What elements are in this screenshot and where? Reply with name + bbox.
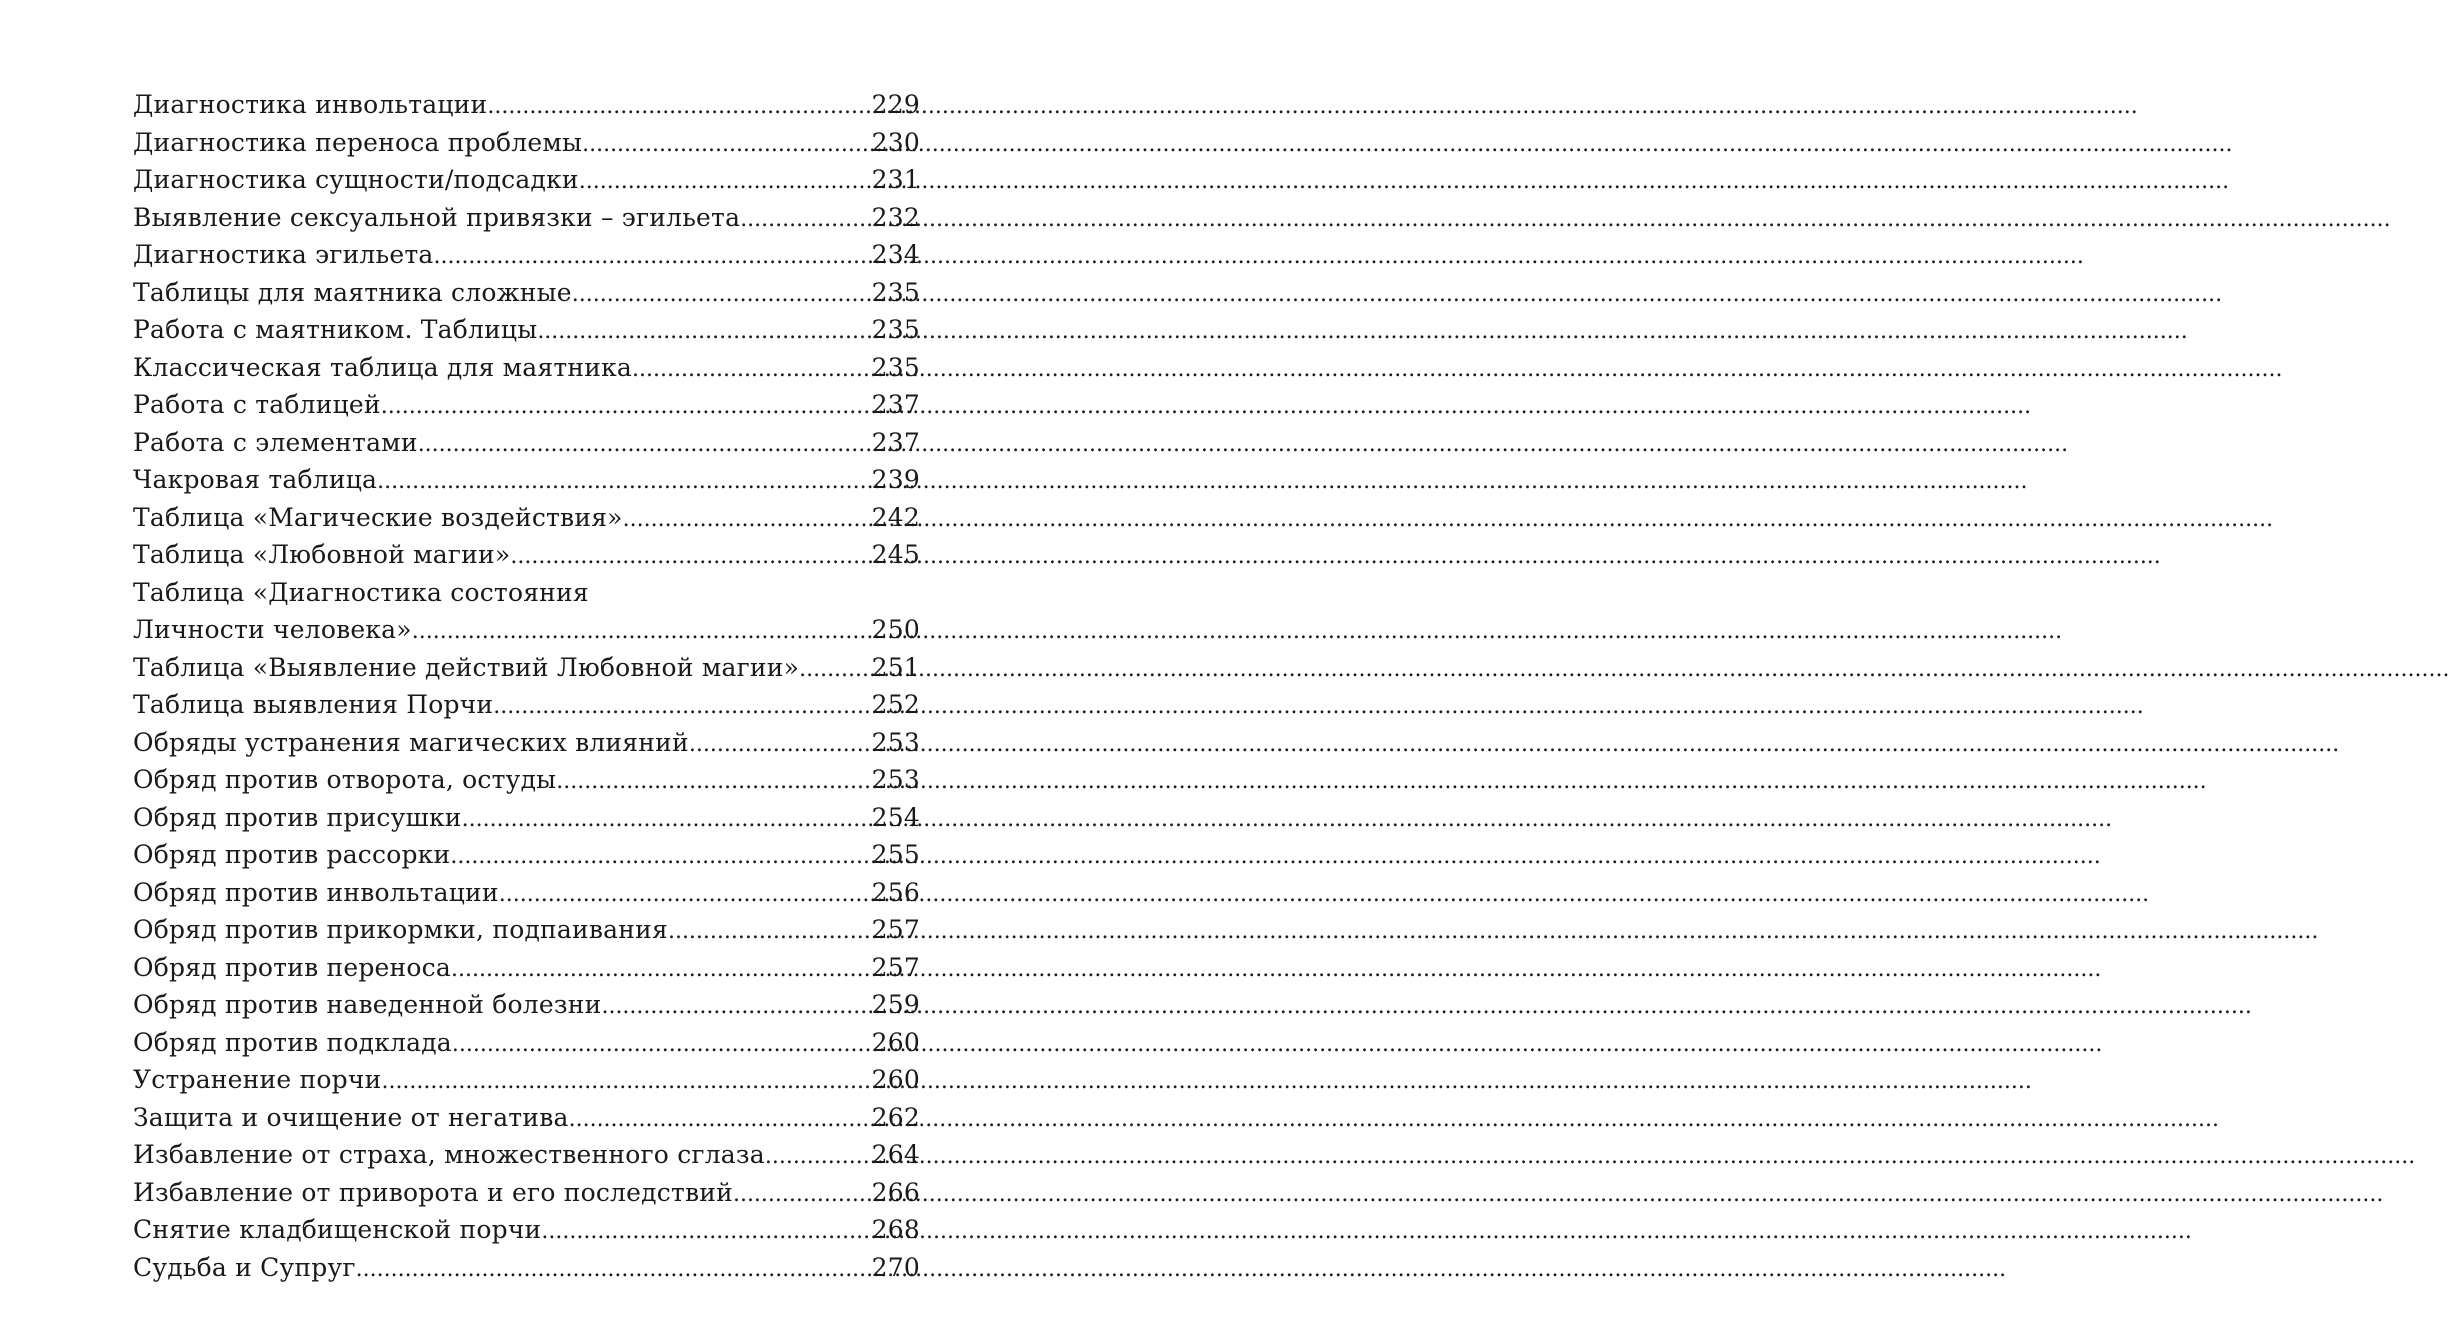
toc-page-number: 260 xyxy=(871,1027,920,1057)
toc-page-number: 253 xyxy=(871,727,920,757)
toc-entry[interactable] xyxy=(133,161,920,199)
toc-entry[interactable] xyxy=(133,761,920,799)
toc-page-number: 254 xyxy=(871,802,920,832)
toc-dot-leader xyxy=(452,1026,871,1064)
toc-entry[interactable] xyxy=(133,874,920,912)
toc-entry-title: Таблица выявления Порчи xyxy=(133,690,494,719)
toc-dot-leader xyxy=(418,426,871,464)
toc-entry[interactable] xyxy=(133,949,920,987)
toc-page-number: 230 xyxy=(871,127,920,157)
toc-entry[interactable] xyxy=(133,986,920,1024)
toc-entry-title: Избавление от приворота и его последствий xyxy=(133,1177,733,1207)
toc-dot-leader xyxy=(579,163,871,201)
toc-entry[interactable] xyxy=(133,1061,920,1099)
toc-page-number: 237 xyxy=(871,427,920,457)
toc-entry-title: Защита и очищение от негатива xyxy=(133,1102,569,1132)
toc-entry-title: Снятие кладбищенской порчи xyxy=(133,1215,542,1244)
toc-entry[interactable] xyxy=(133,1136,920,1174)
toc-dot-leader xyxy=(668,913,871,951)
toc-entry-title: Классическая таблица для маятника xyxy=(133,352,633,382)
toc-entry[interactable] xyxy=(133,86,920,124)
toc-page-number: 262 xyxy=(871,1102,920,1132)
toc-entry-title: Обряд против рассорки xyxy=(133,840,451,869)
toc-dot-leader xyxy=(601,988,870,1026)
toc-entry[interactable] xyxy=(133,911,920,949)
toc-entry-title: Работа с элементами xyxy=(133,427,418,457)
toc-entry-first-line[interactable] xyxy=(133,574,920,612)
toc-entry[interactable] xyxy=(133,236,920,274)
toc-entry-title: Обряд против отворота, остуды xyxy=(133,765,557,794)
toc-page-number: 268 xyxy=(871,1215,920,1244)
toc-entry-title: Обряд против инвольтации xyxy=(133,877,499,907)
toc-dot-leader xyxy=(493,688,870,726)
toc-dot-leader xyxy=(632,351,871,389)
toc-dot-leader xyxy=(412,613,871,651)
toc-dot-leader xyxy=(799,651,871,689)
toc-page-number: 264 xyxy=(871,1140,920,1169)
toc-page-number: 270 xyxy=(871,1252,920,1282)
toc-entry[interactable] xyxy=(133,386,920,424)
toc-entry[interactable] xyxy=(133,536,920,574)
toc-entry[interactable] xyxy=(133,424,920,462)
toc-page-number: 255 xyxy=(871,840,920,869)
toc-entry-title: Обряд против переноса xyxy=(133,952,451,982)
toc-entry[interactable] xyxy=(133,1249,920,1287)
toc-entry-title: Работа с маятником. Таблицы xyxy=(133,315,538,344)
toc-dot-leader xyxy=(569,1101,871,1139)
toc-entry[interactable] xyxy=(133,461,920,499)
toc-entry-title: Таблица «Любовной магии» xyxy=(133,540,511,569)
toc-entry-title: Чакровая таблица xyxy=(133,465,378,494)
toc-page-number: 242 xyxy=(871,502,920,532)
toc-entry-title: Обряд против прикормки, подпаивания xyxy=(133,915,668,944)
toc-page-number: 234 xyxy=(871,240,920,269)
toc-entry-title: Таблица «Диагностика состояния xyxy=(133,577,589,607)
toc-dot-leader xyxy=(377,463,871,501)
toc-entry-title: Обряды устранения магических влияний xyxy=(133,727,689,757)
toc-dot-leader xyxy=(462,801,871,839)
toc-entry[interactable] xyxy=(133,1024,920,1062)
toc-dot-leader xyxy=(510,538,870,576)
toc-entry-title: Работа с таблицей xyxy=(133,390,381,419)
toc-page-number: 237 xyxy=(871,390,920,419)
toc-page-number: 259 xyxy=(871,990,920,1019)
toc-page-number: 266 xyxy=(871,1177,920,1207)
toc-entry-title: Диагностика сущности/подсадки xyxy=(133,165,579,194)
toc-dot-leader xyxy=(733,1176,871,1214)
toc-dot-leader xyxy=(572,276,871,314)
table-of-contents xyxy=(133,86,920,1286)
toc-page-number: 232 xyxy=(871,202,920,232)
toc-entry-title: Личности человека» xyxy=(133,615,412,644)
toc-entry[interactable] xyxy=(133,836,920,874)
toc-dot-leader xyxy=(689,726,871,764)
toc-page-number: 239 xyxy=(871,465,920,494)
toc-entry[interactable] xyxy=(133,724,920,762)
toc-entry[interactable] xyxy=(133,1099,920,1137)
toc-entry[interactable] xyxy=(133,1211,920,1249)
toc-entry-title: Диагностика переноса проблемы xyxy=(133,127,583,157)
toc-entry-title: Диагностика эгильета xyxy=(133,240,434,269)
toc-page-number: 253 xyxy=(871,765,920,794)
toc-dot-leader xyxy=(381,388,871,426)
toc-page-number: 229 xyxy=(871,90,920,119)
toc-entry-title: Таблица «Выявление действий Любовной магии» xyxy=(133,652,800,682)
toc-entry[interactable] xyxy=(133,799,920,837)
toc-dot-leader xyxy=(541,1213,870,1251)
toc-dot-leader xyxy=(499,876,871,914)
toc-dot-leader xyxy=(451,951,871,989)
toc-page-number: 257 xyxy=(871,915,920,944)
toc-page-number: 252 xyxy=(871,690,920,719)
toc-page-number: 251 xyxy=(871,652,920,682)
toc-dot-leader xyxy=(623,501,871,539)
toc-entry-title: Устранение порчи xyxy=(133,1065,382,1094)
toc-entry-title: Судьба и Супруг xyxy=(133,1252,356,1282)
toc-entry-title: Выявление сексуальной привязки – эгильета xyxy=(133,202,741,232)
toc-entry[interactable] xyxy=(133,1174,920,1212)
toc-page-number: 231 xyxy=(871,165,920,194)
toc-dot-leader xyxy=(582,126,871,164)
toc-entry-title: Таблица «Магические воздействия» xyxy=(133,502,623,532)
toc-dot-leader xyxy=(556,763,870,801)
toc-page-number: 260 xyxy=(871,1065,920,1094)
toc-entry-title: Диагностика инвольтации xyxy=(133,90,488,119)
toc-page-number: 245 xyxy=(871,540,920,569)
toc-entry-title: Обряд против наведенной болезни xyxy=(133,990,602,1019)
toc-dot-leader xyxy=(740,201,870,239)
toc-dot-leader xyxy=(433,238,870,276)
toc-entry-title: Обряд против подклада xyxy=(133,1027,452,1057)
toc-dot-leader xyxy=(487,88,870,126)
toc-dot-leader xyxy=(381,1063,870,1101)
toc-entry[interactable] xyxy=(133,199,920,237)
toc-entry[interactable] xyxy=(133,686,920,724)
toc-entry[interactable] xyxy=(133,124,920,162)
toc-entry[interactable] xyxy=(133,611,920,649)
toc-dot-leader xyxy=(537,313,870,351)
toc-page-number: 250 xyxy=(871,615,920,644)
toc-dot-leader xyxy=(765,1138,871,1176)
toc-page-number: 235 xyxy=(871,352,920,382)
toc-page-number: 235 xyxy=(871,315,920,344)
toc-dot-leader xyxy=(450,838,870,876)
toc-dot-leader xyxy=(356,1251,871,1289)
toc-entry[interactable] xyxy=(133,649,920,687)
toc-page-number: 235 xyxy=(871,277,920,307)
toc-entry[interactable] xyxy=(133,349,920,387)
toc-entry-title: Избавление от страха, множественного сглаза xyxy=(133,1140,765,1169)
toc-page-number: 257 xyxy=(871,952,920,982)
toc-entry[interactable] xyxy=(133,499,920,537)
toc-entry-title: Обряд против присушки xyxy=(133,802,462,832)
toc-entry[interactable] xyxy=(133,311,920,349)
toc-entry-title: Таблицы для маятника сложные xyxy=(133,277,572,307)
toc-page-number: 256 xyxy=(871,877,920,907)
toc-entry[interactable] xyxy=(133,274,920,312)
